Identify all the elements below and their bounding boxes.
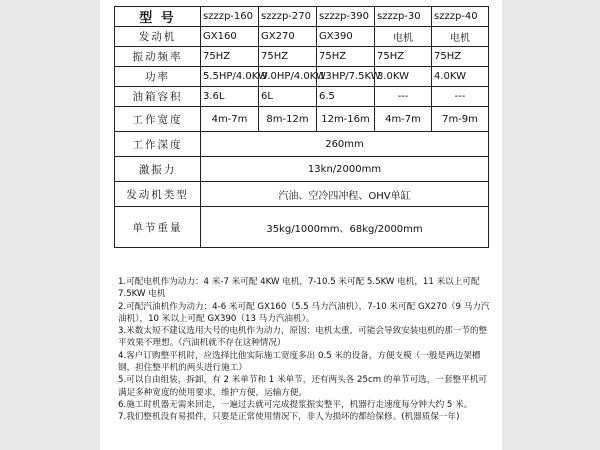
note-paragraph: 3.米数太短不建议选用大号的电机作为动力，原因：电机太重，可能会导致安装电机的那一节的整平效果不理想。（汽油机就不存在这种情况） xyxy=(118,326,488,349)
row-label: 发动机类型 xyxy=(115,182,201,207)
model-cell: szzzp-390 xyxy=(317,7,375,27)
table-row xyxy=(115,27,489,47)
document-page xyxy=(100,0,502,450)
table-cell: 6L xyxy=(259,87,317,107)
notes-section xyxy=(118,276,490,424)
row-label: 功率 xyxy=(115,67,201,87)
table-cell: 汽油、空冷四冲程、OHV单缸 xyxy=(201,182,489,207)
note-paragraph: 5.可以自由组装，拆卸，有 2 米单节和 1 米单节，还有两头各 25cm 的单节可选，一套整平机可满足多种宽度的使用要求，维护方便，运输方便。 xyxy=(118,375,487,398)
table-cell: 75HZ xyxy=(201,47,259,67)
table-cell: 电机 xyxy=(432,27,489,47)
row-label: 油箱容积 xyxy=(115,87,201,107)
table-cell: 电机 xyxy=(375,27,432,47)
model-cell: szzzp-270 xyxy=(259,7,317,27)
table-row xyxy=(115,107,489,132)
table-cell: GX270 xyxy=(259,27,317,47)
note-paragraph: 4.客户订购整平机时，应选择比他实际施工宽度多出 0.5 米的设备，方便支模（一般是两边架槽钢，担住整平机的两头进行施工） xyxy=(118,350,481,374)
table-row xyxy=(115,182,489,207)
table-cell: --- xyxy=(432,87,489,107)
table-row xyxy=(115,132,489,157)
table-cell: 75HZ xyxy=(317,47,375,67)
table-cell: 4.0KW xyxy=(432,67,489,87)
spec-table xyxy=(114,6,489,248)
table-cell: 9.0HP/4.0KW xyxy=(259,67,317,87)
note-paragraph: 6.施工时机器无需来回走，一遍过去就可完成提浆振实整平，机器行走速度每分钟大约 5 米。 xyxy=(118,399,473,410)
model-cell: szzzp-30 xyxy=(375,7,432,27)
table-row xyxy=(115,47,489,67)
table-cell: 8m-12m xyxy=(259,107,317,132)
table-cell: --- xyxy=(375,87,432,107)
note-paragraph: 1.可配电机作为动力：4 米-7 米可配 4KW 电机，7-10.5 米可配 5.5KW 电机，11 米以上可配 7.5KW 电机 xyxy=(118,277,480,300)
table-cell: 13kn/2000mm xyxy=(201,157,489,182)
row-label: 发动机 xyxy=(115,27,201,47)
table-cell: 4m-7m xyxy=(375,107,432,132)
table-cell: 4m-7m xyxy=(201,107,259,132)
model-cell: szzzp-40 xyxy=(432,7,489,27)
row-label: 工作深度 xyxy=(115,132,201,157)
note-paragraph: 2.可配汽油机作为动力：4-6 米可配 GX160（5.5 马力汽油机），7-10 米可配 GX270（9 马力汽油机），10 米以上可配 GX390（13 马力汽油机）。 xyxy=(118,301,490,324)
table-cell: 3.0KW xyxy=(375,67,432,87)
table-cell: 75HZ xyxy=(375,47,432,67)
table-row xyxy=(115,157,489,182)
table-row xyxy=(115,87,489,107)
table-cell: 75HZ xyxy=(432,47,489,67)
model-cell: szzzp-160 xyxy=(201,7,259,27)
table-row xyxy=(115,67,489,87)
row-label: 单节重量 xyxy=(115,207,201,248)
table-cell: 6.5 xyxy=(317,87,375,107)
table-row xyxy=(115,207,489,248)
table-cell: 13HP/7.5KW xyxy=(317,67,375,87)
table-cell: 35kg/1000mm、68kg/2000mm xyxy=(201,207,489,248)
row-label: 工作宽度 xyxy=(115,107,201,132)
table-cell: GX390 xyxy=(317,27,375,47)
table-cell: 260mm xyxy=(201,132,489,157)
row-label: 振动频率 xyxy=(115,47,201,67)
table-cell: 5.5HP/4.0KW xyxy=(201,67,259,87)
note-paragraph: 7.我们整机没有易损件，只要是正常使用情况下，非人为损坏的都给保修。(机器质保一年) xyxy=(118,412,460,423)
table-cell: 3.6L xyxy=(201,87,259,107)
model-label: 型 号 xyxy=(115,7,201,27)
row-label: 激振力 xyxy=(115,157,201,182)
table-cell: 75HZ xyxy=(259,47,317,67)
table-cell: 12m-16m xyxy=(317,107,375,132)
table-cell: 7m-9m xyxy=(432,107,489,132)
table-cell: GX160 xyxy=(201,27,259,47)
table-header-row xyxy=(115,7,489,27)
